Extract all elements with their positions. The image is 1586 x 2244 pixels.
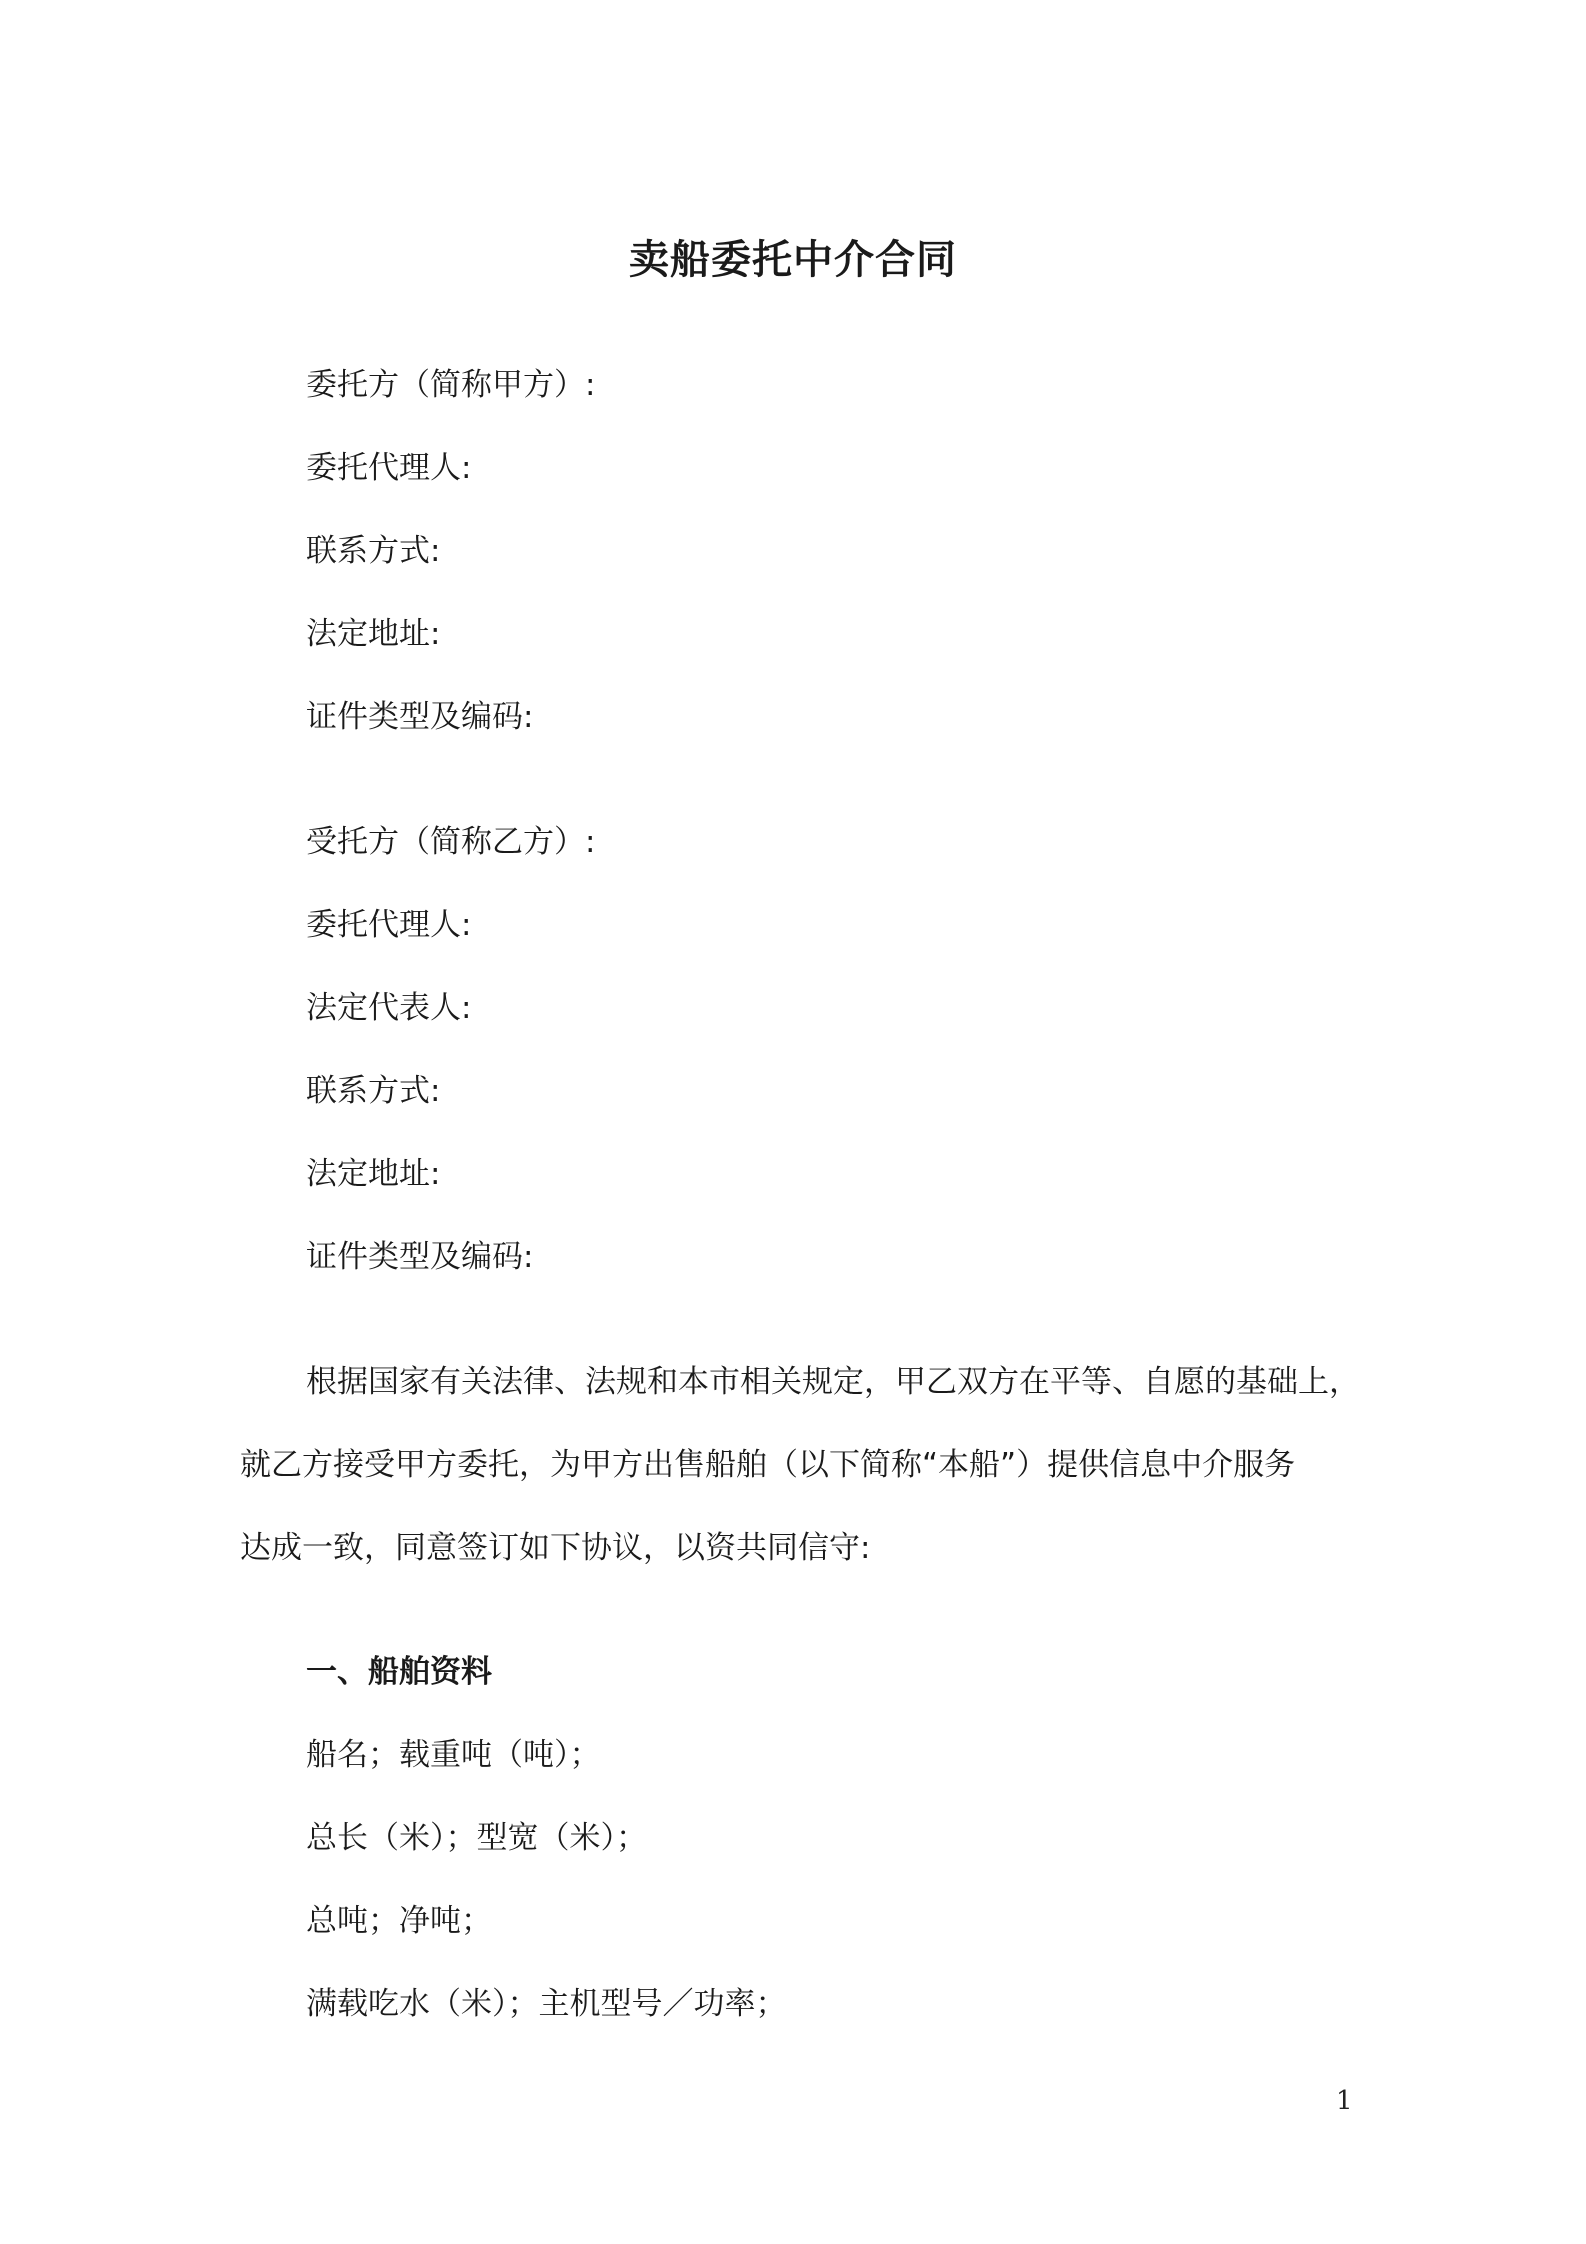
party-a-id-label: 证件类型及编码: — [306, 699, 534, 735]
section-1-item: 满载吃水（米）；主机型号／功率； — [306, 1986, 787, 2022]
party-a-contact-label: 联系方式: — [306, 533, 441, 569]
party-b-id-label: 证件类型及编码: — [306, 1239, 534, 1275]
document-title: 卖船委托中介合同 — [629, 237, 957, 283]
intro-line-2: 就乙方接受甲方委托，为甲方出售船舶（以下简称“本船”）提供信息中介服务 — [240, 1447, 1296, 1483]
page-number: 1 — [1336, 2086, 1353, 2116]
party-a-name-label: 委托方（简称甲方）: — [306, 367, 596, 403]
party-b-agent-label: 委托代理人: — [306, 907, 472, 943]
party-a-agent-label: 委托代理人: — [306, 450, 472, 486]
section-1-item: 总吨；净吨； — [306, 1903, 492, 1939]
party-b-legal-rep-label: 法定代表人: — [306, 990, 472, 1026]
intro-line-1: 根据国家有关法律、法规和本市相关规定，甲乙双方在平等、自愿的基础上， — [306, 1364, 1360, 1400]
party-b-contact-label: 联系方式: — [306, 1073, 441, 1109]
section-1-item: 总长（米）；型宽（米）； — [306, 1820, 647, 1856]
intro-line-3: 达成一致，同意签订如下协议，以资共同信守: — [240, 1530, 871, 1566]
section-1-heading: 一、船舶资料 — [306, 1654, 492, 1690]
party-b-address-label: 法定地址: — [306, 1156, 441, 1192]
section-1-item: 船名；载重吨（吨）； — [306, 1737, 601, 1773]
party-b-name-label: 受托方（简称乙方）: — [306, 824, 596, 860]
party-a-address-label: 法定地址: — [306, 616, 441, 652]
